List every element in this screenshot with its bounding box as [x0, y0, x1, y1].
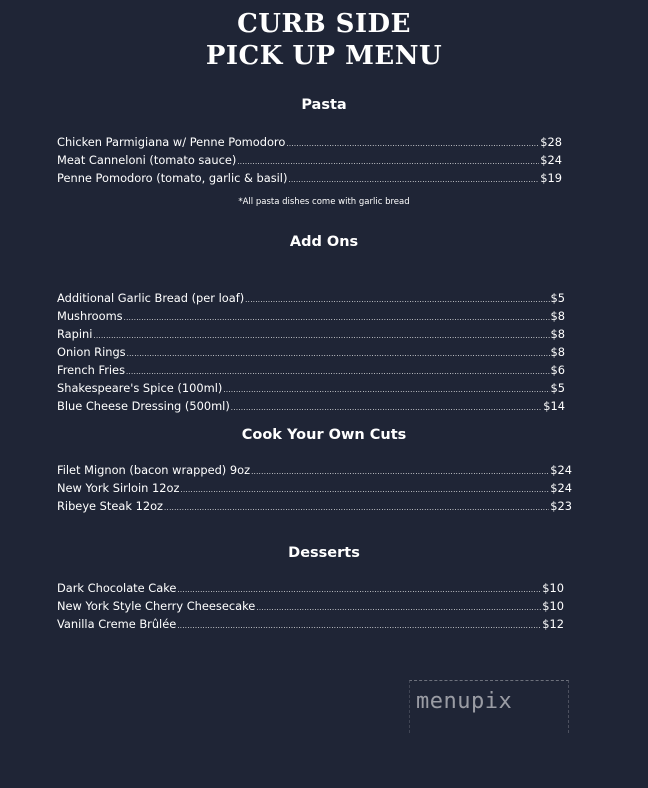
- menu-item: [57, 290, 565, 308]
- menu-item: [57, 598, 564, 616]
- item-name: Dark Chocolate Cake: [57, 581, 177, 595]
- item-price: $24: [550, 481, 572, 495]
- menu-title: [0, 8, 648, 72]
- item-price: $23: [550, 499, 572, 513]
- dot-leader: [177, 616, 541, 634]
- item-name: Mushrooms: [57, 309, 123, 323]
- menupix-watermark: [409, 680, 569, 733]
- item-price: $12: [542, 617, 564, 631]
- dot-leader: [126, 362, 550, 380]
- item-price: $24: [540, 153, 562, 167]
- menu-item: [57, 462, 572, 480]
- pasta-note: *All pasta dishes come with garlic bread: [238, 197, 410, 207]
- dot-leader: [127, 344, 550, 362]
- item-price: $10: [542, 599, 564, 613]
- section-title-add-ons: Add Ons: [289, 234, 359, 250]
- pasta-list: [57, 134, 562, 188]
- item-name: Meat Canneloni (tomato sauce): [57, 153, 237, 167]
- item-name: Rapini: [57, 327, 93, 341]
- item-price: $28: [540, 135, 562, 149]
- item-name: Chicken Parmigiana w/ Penne Pomodoro: [57, 135, 286, 149]
- item-price: $5: [550, 291, 565, 305]
- item-price: $8: [550, 309, 565, 323]
- menu-item: [57, 152, 562, 170]
- watermark-text: menupix: [416, 689, 513, 714]
- cuts-list: [57, 462, 572, 516]
- section-title-pasta: Pasta: [301, 97, 347, 113]
- dot-leader: [251, 462, 549, 480]
- item-price: $10: [542, 581, 564, 595]
- menu-item: [57, 380, 565, 398]
- dot-leader: [93, 326, 549, 344]
- item-price: $24: [550, 463, 572, 477]
- item-price: $6: [550, 363, 565, 377]
- dot-leader: [223, 380, 549, 398]
- item-price: $14: [543, 399, 565, 413]
- item-name: French Fries: [57, 363, 125, 377]
- menu-item: [57, 616, 564, 634]
- item-name: Vanilla Creme Brûlée: [57, 617, 177, 631]
- menu-item: [57, 344, 565, 362]
- item-price: $8: [550, 327, 565, 341]
- item-name: Blue Cheese Dressing (500ml): [57, 399, 230, 413]
- dot-leader: [245, 290, 549, 308]
- dot-leader: [256, 598, 541, 616]
- dot-leader: [177, 580, 541, 598]
- item-name: New York Sirloin 12oz: [57, 481, 180, 495]
- section-title-cuts: Cook Your Own Cuts: [241, 427, 407, 443]
- item-price: $19: [540, 171, 562, 185]
- menu-item: [57, 308, 565, 326]
- item-name: Shakespeare's Spice (100ml): [57, 381, 223, 395]
- item-price: $5: [550, 381, 565, 395]
- menu-item: [57, 170, 562, 188]
- add-ons-list: [57, 290, 565, 416]
- dot-leader: [180, 480, 549, 498]
- menu-title-line-2: PICK UP MENU: [205, 41, 443, 71]
- dot-leader: [231, 398, 542, 416]
- dot-leader: [237, 152, 539, 170]
- item-name: Penne Pomodoro (tomato, garlic & basil): [57, 171, 288, 185]
- item-name: Ribeye Steak 12oz: [57, 499, 164, 513]
- menu-item: [57, 326, 565, 344]
- item-name: Additional Garlic Bread (per loaf): [57, 291, 245, 305]
- dot-leader: [288, 170, 539, 188]
- item-price: $8: [550, 345, 565, 359]
- item-name: Filet Mignon (bacon wrapped) 9oz: [57, 463, 251, 477]
- desserts-list: [57, 580, 564, 634]
- menu-item: [57, 498, 572, 516]
- menu-item: [57, 398, 565, 416]
- dot-leader: [124, 308, 550, 326]
- dot-leader: [164, 498, 549, 516]
- item-name: New York Style Cherry Cheesecake: [57, 599, 256, 613]
- menu-item: [57, 480, 572, 498]
- menu-item: [57, 362, 565, 380]
- menu-title-line-1: CURB SIDE: [237, 9, 411, 39]
- menu-item: [57, 580, 564, 598]
- item-name: Onion Rings: [57, 345, 126, 359]
- section-title-desserts: Desserts: [288, 545, 360, 561]
- menu-item: [57, 134, 562, 152]
- dot-leader: [286, 134, 539, 152]
